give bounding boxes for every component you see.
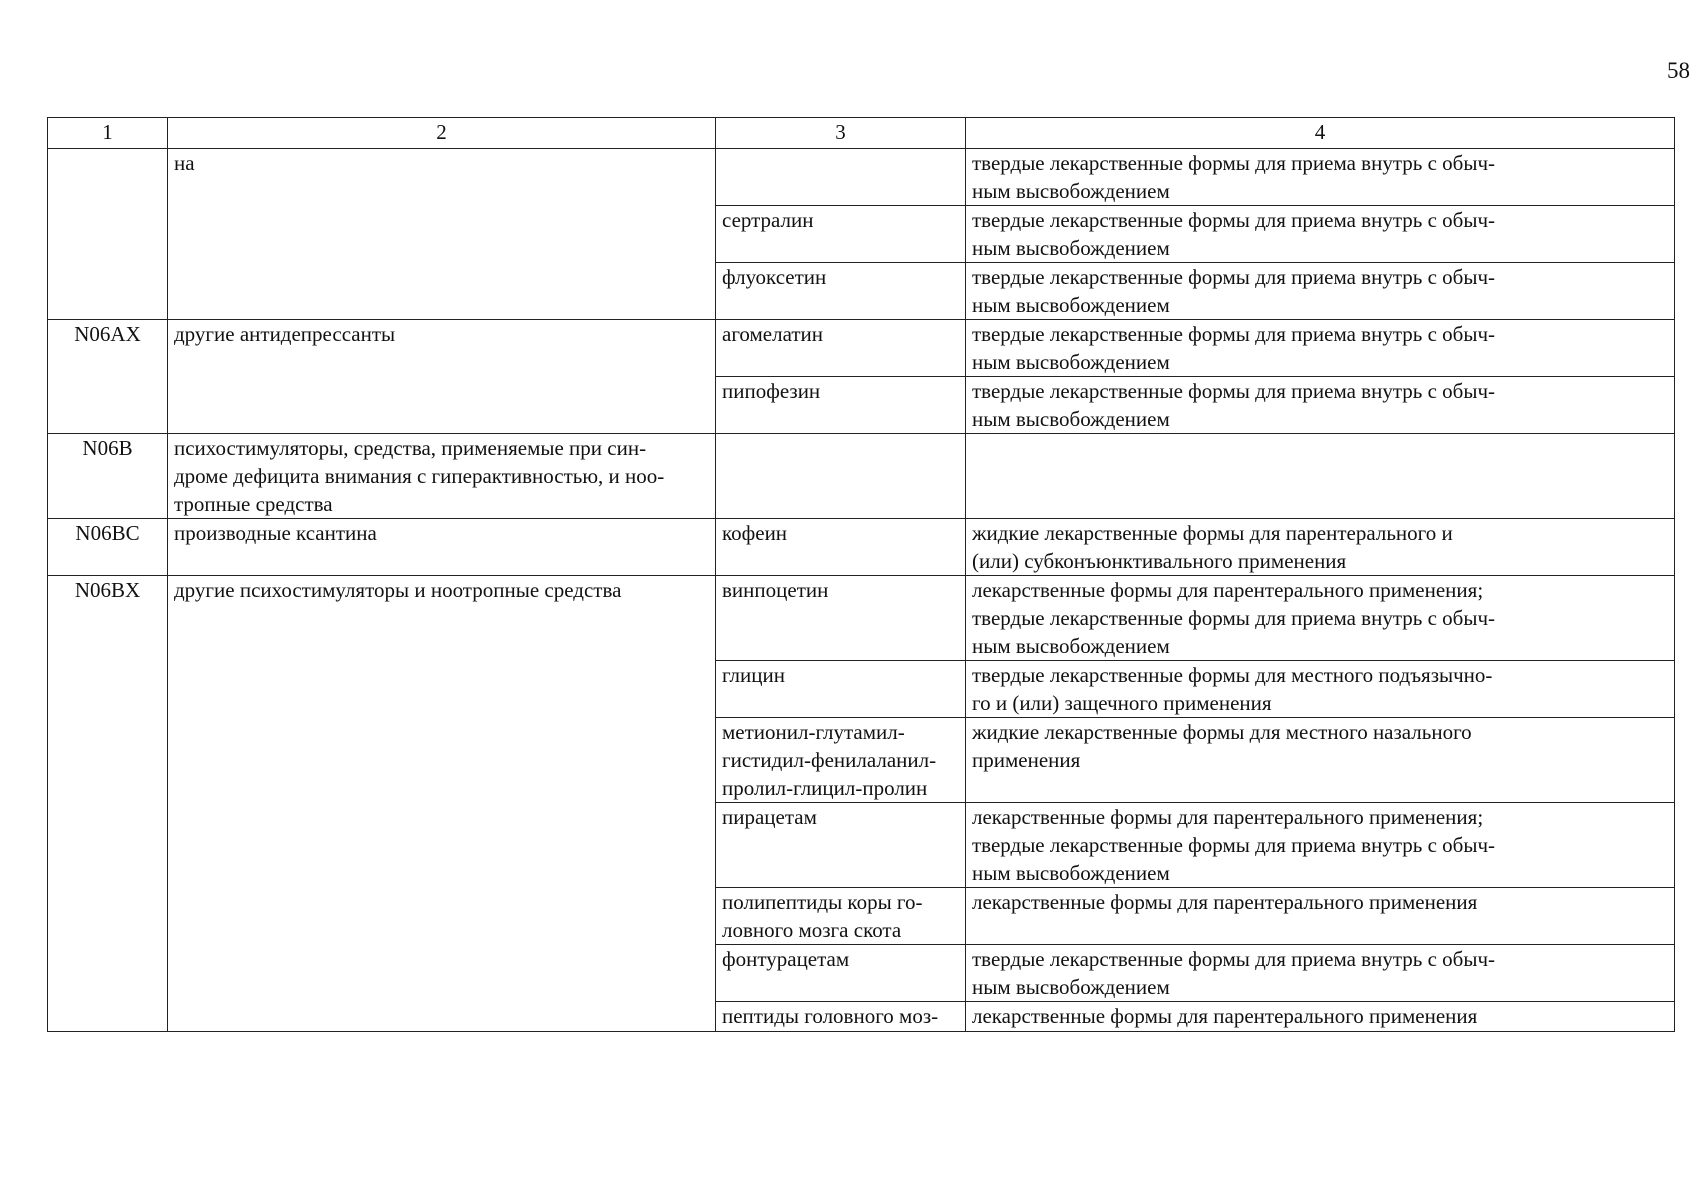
substance-cell: метионил-глутамил- гистидил-фенилаланил- пролил-глицил-пролин [716, 718, 966, 803]
atc-code-cell: N06BX [48, 576, 168, 1032]
substance-cell: пипофезин [716, 377, 966, 434]
substance-cell: сертралин [716, 206, 966, 263]
substance-cell [716, 149, 966, 206]
substance-cell [716, 434, 966, 519]
dosage-form-cell: твердые лекарственные формы для приема внутрь с обыч- ным высвобождением [966, 945, 1675, 1002]
header-col-3: 3 [716, 118, 966, 149]
dosage-form-cell: твердые лекарственные формы для приема внутрь с обыч- ным высвобождением [966, 320, 1675, 377]
substance-cell: винпоцетин [716, 576, 966, 661]
table-header-row [48, 118, 1675, 149]
dosage-form-cell: лекарственные формы для парентерального применения; твердые лекарственные формы для приема внутрь с обыч- ным высвобождением [966, 576, 1675, 661]
atc-code-cell: N06BC [48, 519, 168, 576]
dosage-form-cell [966, 434, 1675, 519]
group-name-cell: другие антидепрессанты [168, 320, 716, 434]
header-col-2: 2 [168, 118, 716, 149]
group-name-cell: психостимуляторы, средства, применяемые при син- дроме дефицита внимания с гиперактивностью, и ноо- тропные средства [168, 434, 716, 519]
dosage-form-cell: твердые лекарственные формы для приема внутрь с обыч- ным высвобождением [966, 149, 1675, 206]
dosage-form-cell: твердые лекарственные формы для приема внутрь с обыч- ным высвобождением [966, 263, 1675, 320]
header-col-1: 1 [48, 118, 168, 149]
dosage-form-cell: лекарственные формы для парентерального применения [966, 1002, 1675, 1032]
substance-cell: кофеин [716, 519, 966, 576]
page-number: 58 [1667, 58, 1690, 83]
atc-code-cell: N06AX [48, 320, 168, 434]
table-row [48, 434, 1675, 519]
substance-cell: агомелатин [716, 320, 966, 377]
dosage-form-cell: жидкие лекарственные формы для местного назального применения [966, 718, 1675, 803]
dosage-form-cell: твердые лекарственные формы для приема внутрь с обыч- ным высвобождением [966, 206, 1675, 263]
group-name-cell: на [168, 149, 716, 320]
group-name-cell: производные ксантина [168, 519, 716, 576]
substance-cell: пептиды головного моз- [716, 1002, 966, 1032]
table-row [48, 576, 1675, 661]
drug-table [47, 117, 1675, 1032]
atc-code-cell: N06B [48, 434, 168, 519]
dosage-form-cell: твердые лекарственные формы для местного подъязычно- го и (или) защечного применения [966, 661, 1675, 718]
substance-cell: глицин [716, 661, 966, 718]
substance-cell: полипептиды коры го- ловного мозга скота [716, 888, 966, 945]
table-row [48, 320, 1675, 377]
dosage-form-cell: жидкие лекарственные формы для парентерального и (или) субконъюнктивального применения [966, 519, 1675, 576]
atc-code-cell [48, 149, 168, 320]
substance-cell: флуоксетин [716, 263, 966, 320]
header-col-4: 4 [966, 118, 1675, 149]
dosage-form-cell: лекарственные формы для парентерального применения; твердые лекарственные формы для приема внутрь с обыч- ным высвобождением [966, 803, 1675, 888]
dosage-form-cell: твердые лекарственные формы для приема внутрь с обыч- ным высвобождением [966, 377, 1675, 434]
table-row [48, 149, 1675, 206]
group-name-cell: другие психостимуляторы и ноотропные средства [168, 576, 716, 1032]
substance-cell: пирацетам [716, 803, 966, 888]
substance-cell: фонтурацетам [716, 945, 966, 1002]
table-row [48, 519, 1675, 576]
dosage-form-cell: лекарственные формы для парентерального применения [966, 888, 1675, 945]
